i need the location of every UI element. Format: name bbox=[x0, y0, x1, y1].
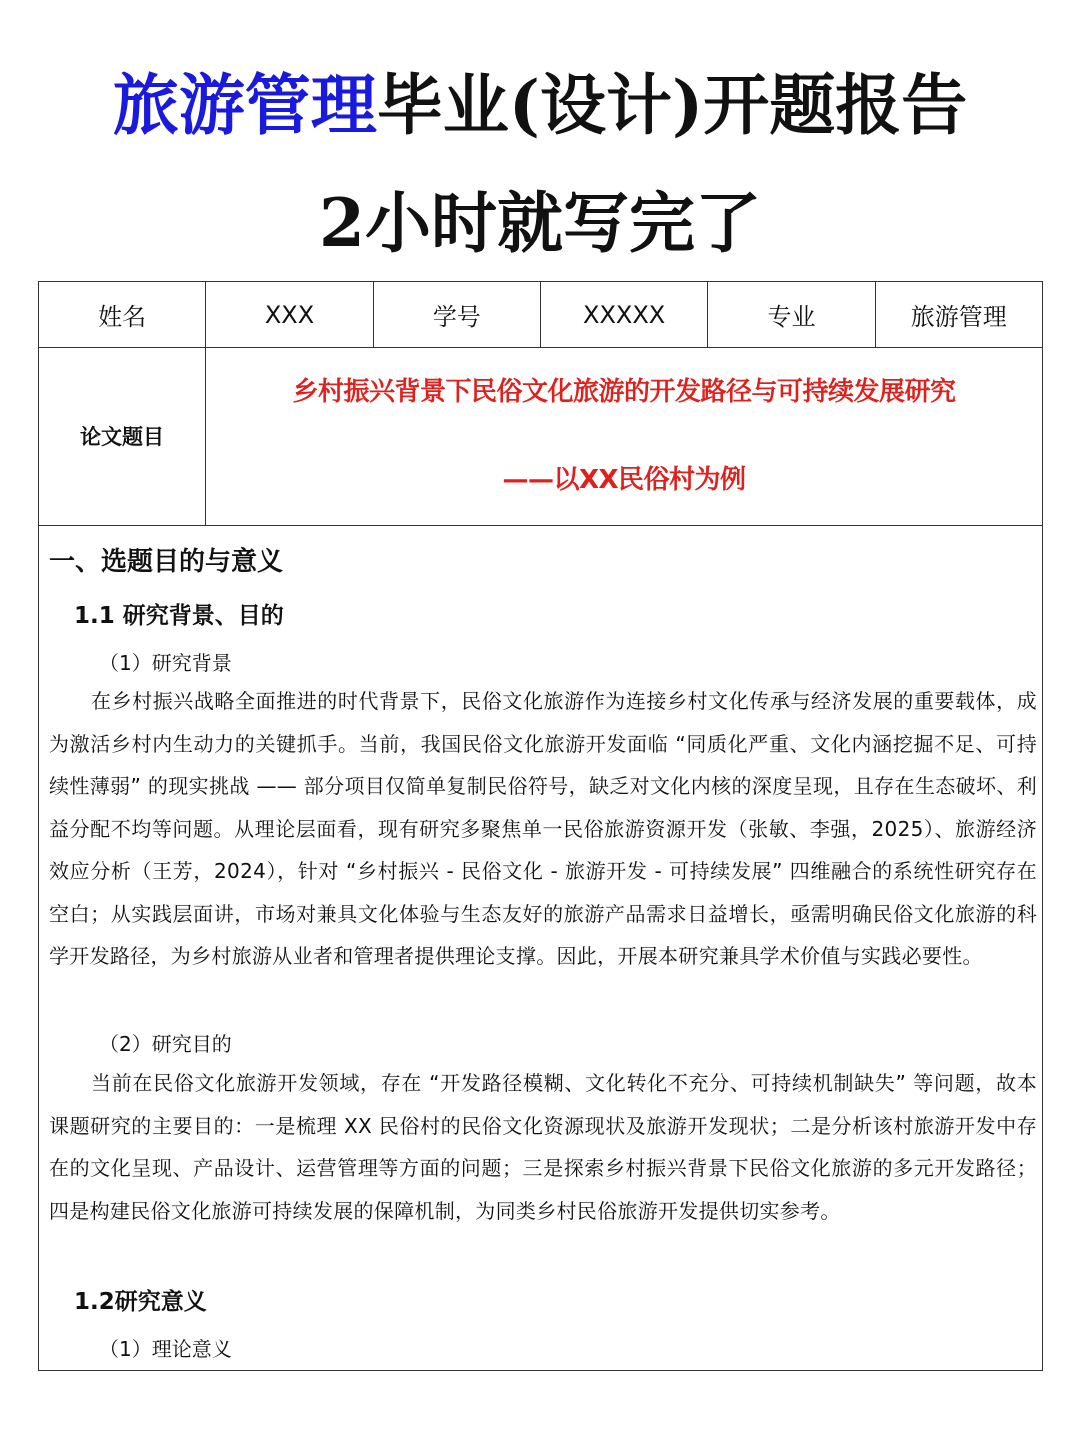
title-rest: 毕业(设计)开题报告 bbox=[376, 66, 968, 144]
student-id-label: 学号 bbox=[374, 282, 541, 347]
document-title bbox=[0, 60, 1080, 150]
report-form bbox=[38, 281, 1043, 1371]
item-heading-purpose: （2）研究目的 bbox=[99, 1032, 232, 1056]
thesis-title-label: 论文题目 bbox=[39, 347, 206, 525]
section-heading: 一、选题目的与意义 bbox=[49, 547, 284, 577]
paragraph-purpose: 当前在民俗文化旅游开发领域，存在 “开发路径模糊、文化转化不充分、可持续机制缺失” 等问题，故本课题研究的主要目的：一是梳理 XX 民俗村的民俗文化资源现状及旅游开发现状；二是分析该村旅游开发中存在的文化呈现、产品设计、运营管理等方面的问题；三是探索乡村振兴背景下民俗文化旅游的多元开发路径；四是构建民俗文化旅游可持续发展的保障机制，为同类乡村民俗旅游开发提供切实参考。 bbox=[49, 1071, 1037, 1223]
thesis-title-row bbox=[39, 347, 1042, 526]
major-value: 旅游管理 bbox=[910, 303, 1007, 331]
major-label: 专业 bbox=[708, 282, 875, 347]
paragraph-background: 在乡村振兴战略全面推进的时代背景下，民俗文化旅游作为连接乡村文化传承与经济发展的重要载体，成为激活乡村内生动力的关键抓手。当前，我国民俗文化旅游开发面临 “同质化严重、文化内涵挖掘不足、可持续性薄弱” 的现实挑战 —— 部分项目仅简单复制民俗符号，缺乏对文化内核的深度呈现，且存在生态破坏、利益分配不均等问题。从理论层面看，现有研究多聚焦单一民俗旅游资源开发（张敏、李强，2025）、旅游经济效应分析（王芳，2024），针对 “乡村振兴 - 民俗文化 - 旅游开发 - 可持续发展” 四维融合的系统性研究存在空白；从实践层面讲，市场对兼具文化体验与生态友好的旅游产品需求日益增长，亟需明确民俗文化旅游的科学开发路径，为乡村旅游从业者和管理者提供理论支撑。因此，开展本研究兼具学术价值与实践必要性。 bbox=[49, 689, 1037, 968]
name-value: XXX bbox=[206, 282, 373, 347]
item-heading-background: （1）研究背景 bbox=[99, 651, 232, 675]
subsection-heading-background: 1.1 研究背景、目的 bbox=[74, 603, 284, 629]
document-subtitle: 2小时就写完了 bbox=[319, 184, 761, 262]
item-heading-theory: （1）理论意义 bbox=[99, 1337, 232, 1361]
title-highlight: 旅游管理 bbox=[112, 66, 377, 144]
subsection-heading-significance: 1.2研究意义 bbox=[74, 1289, 207, 1315]
thesis-title-sub: ——以XX民俗村为例 bbox=[502, 465, 746, 495]
thesis-title-main: 乡村振兴背景下民俗文化旅游的开发路径与可持续发展研究 bbox=[292, 377, 956, 407]
name-label: 姓名 bbox=[39, 282, 206, 347]
student-id-value: XXXXX bbox=[541, 282, 708, 347]
thesis-title-content bbox=[206, 347, 1042, 525]
info-row bbox=[39, 282, 1042, 348]
